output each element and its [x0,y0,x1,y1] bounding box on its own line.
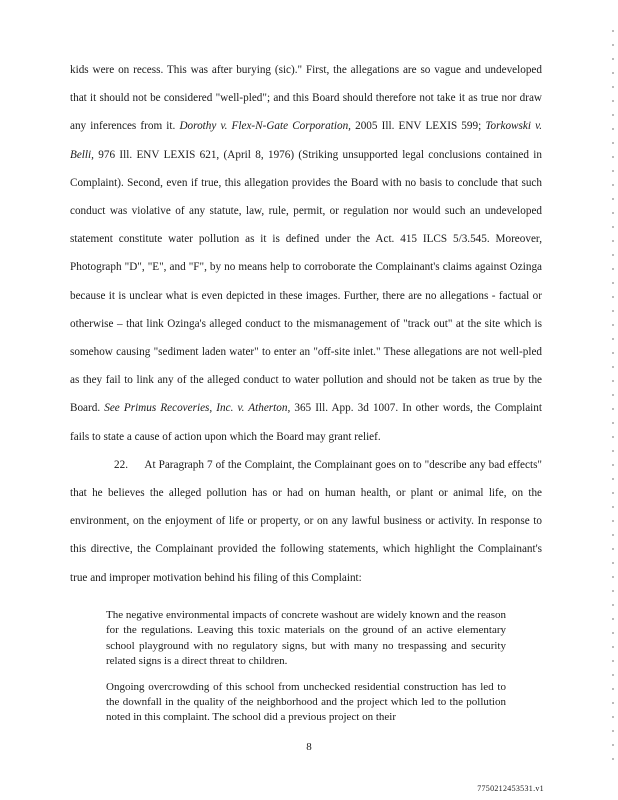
case-citation: Recoveries, Inc. v. Atherton, [160,402,291,415]
page-number: 8 [306,741,312,753]
block-quote [106,608,506,736]
paragraph-continuation [70,56,542,451]
paragraph-number: 22. [114,458,128,471]
text-line: corroborate the Complainant's claims against Ozinga because it is unclear what is even depicted [70,261,542,302]
text-line: 2005 Ill. ENV [350,120,422,133]
case-citation: Dorothy v. Flex-N-Gate Corporation, [179,120,351,133]
text-line: response to this directive, the Complainant provided the following statements, which highlight the [70,515,542,556]
text-line: regulation nor would such an undeveloped statement constitute water pollution as it is defined [70,205,543,246]
text-line: undeveloped that it should not be considered "well-pled"; and this Board should therefore not take [70,64,542,105]
text-line: under the Act. 415 ILCS 5/3.545. Moreover, Photograph "D", "E", and "F", by no means help to [70,233,542,274]
text-line: cause of action upon which the Board may grant relief. [134,430,381,443]
body-text [70,56,542,592]
text-line: 365 Ill. App. 3d 1007. In other words, the Complaint fails to state a [70,402,542,443]
text-line: laden water" to enter an "off-site inlet." These allegations are not well-pled as they fail to link any [70,346,543,387]
text-line: conduct to the mismanagement of "track out" at the site which is somehow causing "sediment [70,317,542,359]
quote-paragraph-2: Ongoing overcrowding of this school from unchecked residential construction has led to the downfall in the quality of the neighborhood and the project which led to the pollution noted in this complaint. The school did a previous project on their [106,680,506,724]
case-citation: Torkowski v. Belli, [70,120,543,161]
text-line: Complainant's true and improper motivation behind his filing of this Complaint: [70,543,543,584]
text-line: on the environment, on the enjoyment of life or property, or on any lawful business or activity. In [70,487,543,528]
text-line: effects" that he believes the alleged pollution has or had on human health, or plant or animal life, [70,458,543,500]
text-line: legal conclusions contained in Complaint). Second, even if true, this allegation provides the Board [70,148,542,189]
scan-edge-marks [612,30,614,770]
citation-signal: See Primus [104,402,157,415]
paragraph-22 [70,451,542,592]
quote-paragraph-1: The negative environmental impacts of concrete washout are widely known and the reason for the regulations. Leaving this toxic materials on the ground of an active elementary school playground with no regulatory signs, but with many no trespassing and security related signs is a direct threat to children. [106,609,506,668]
text-line: 976 Ill. ENV LEXIS 621, (April 8, 1976) (Striking unsupported [93,148,398,161]
document-id: 7750212453531.v1 [477,784,544,793]
text-line: of the alleged conduct to water pollution and should not be taken as true by the Board. [70,374,542,415]
text-line: it as true nor draw any inferences from it. [70,92,542,133]
text-line: kids were on recess. This was after burying (sic)." First, the allegations are so vague and [70,64,481,76]
text-line: LEXIS 599; [425,120,486,133]
text-line: in these images. Further, there are no allegations - factual or otherwise – that link Ozinga's alleged [70,289,542,330]
text-line: At Paragraph 7 of the Complaint, the Complainant goes on to "describe any bad [144,458,505,471]
text-line: with no basis to conclude that such conduct was violative of any statute, law, rule, permit, or [70,176,542,218]
